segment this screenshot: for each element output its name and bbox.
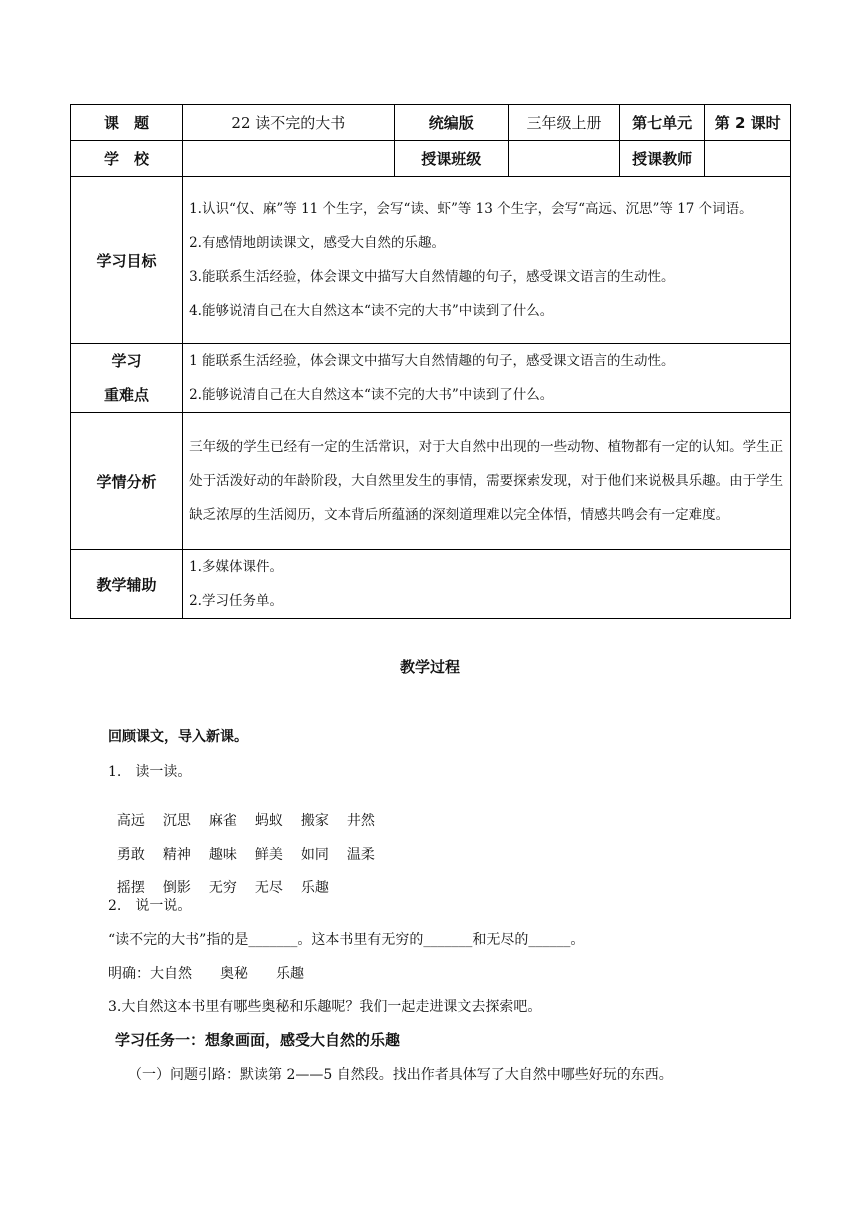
task1-step: （一）问题引路：默读第 2——5 自然段。找出作者具体写了大自然中哪些好玩的东西。 (128, 1067, 673, 1083)
process-title: 教学过程 (399, 658, 460, 676)
aid-item: 1.多媒体课件。 (189, 559, 283, 575)
class-value (508, 141, 619, 177)
goals-label: 学习目标 (71, 177, 183, 344)
word: 搬家 (300, 813, 329, 829)
analysis-label: 学情分析 (71, 413, 183, 550)
word: 鲜美 (254, 847, 283, 863)
word: 倒影 (162, 880, 191, 896)
aids-label: 教学辅助 (71, 550, 183, 619)
goals-cell (183, 177, 791, 344)
word: 麻雀 (208, 813, 237, 829)
keypoint-item: 2.能够说清自己在大自然这本“读不完的大书”中读到了什么。 (189, 387, 554, 403)
word: 沉思 (162, 813, 191, 829)
edition: 统编版 (394, 105, 508, 141)
word: 摇摆 (116, 880, 145, 896)
analysis-cell (183, 413, 791, 550)
word: 无尽 (254, 880, 283, 896)
goal-item: 1.认识“仅、麻”等 11 个生字，会写“读、虾”等 13 个生字，会写“高远、沉思”等 17 个词语。 (189, 201, 753, 217)
table-row (71, 550, 791, 619)
word-row-3 (108, 861, 347, 897)
step-1: 1. 读一读。 (108, 764, 192, 780)
step-2: 2. 说一说。 (108, 898, 192, 914)
table-row (71, 105, 791, 141)
table-row (71, 344, 791, 413)
review-heading: 回顾课文，导入新课。 (108, 729, 248, 745)
word: 高远 (116, 813, 145, 829)
word: 勇敢 (116, 847, 145, 863)
class-label: 授课班级 (394, 141, 508, 177)
keypoints-cell (183, 344, 791, 413)
lesson-title: 22 读不完的大书 (183, 105, 394, 141)
word-row-1 (108, 794, 393, 830)
keypoints-label-line1: 学习 (111, 352, 142, 370)
lesson-info-table (70, 104, 791, 619)
table-row (71, 177, 791, 344)
aid-item: 2.学习任务单。 (189, 593, 283, 609)
goal-item: 4.能够说清自己在大自然这本“读不完的大书”中读到了什么。 (189, 303, 554, 319)
period: 第 2 课时 (705, 105, 791, 141)
lesson-label: 课 题 (71, 105, 183, 141)
grade: 三年级上册 (508, 105, 619, 141)
keypoints-label-line2: 重难点 (104, 386, 150, 404)
table-row (71, 141, 791, 177)
word: 井然 (346, 813, 375, 829)
word: 乐趣 (300, 880, 329, 896)
word-row-2 (108, 828, 393, 864)
goal-item: 2.有感情地朗读课文，感受大自然的乐趣。 (189, 235, 445, 251)
word: 蚂蚁 (254, 813, 283, 829)
teacher-label: 授课教师 (619, 141, 705, 177)
keypoint-item: 1 能联系生活经验，体会课文中描写大自然情趣的句子，感受课文语言的生动性。 (189, 353, 675, 369)
word: 精神 (162, 847, 191, 863)
word: 温柔 (346, 847, 375, 863)
unit: 第七单元 (619, 105, 705, 141)
school-value (183, 141, 394, 177)
answer: 明确：大自然 奥秘 乐趣 (108, 966, 304, 982)
keypoints-label (71, 344, 183, 413)
school-label: 学 校 (71, 141, 183, 177)
teacher-value (705, 141, 791, 177)
aids-cell (183, 550, 791, 619)
fill-sentence: “读不完的大书”指的是_______。这本书里有无穷的_______和无尽的______。 (108, 932, 585, 948)
word: 趣味 (208, 847, 237, 863)
table-row (71, 413, 791, 550)
word: 无穷 (208, 880, 237, 896)
goal-item: 3.能联系生活经验，体会课文中描写大自然情趣的句子，感受课文语言的生动性。 (189, 269, 675, 285)
word: 如同 (300, 847, 329, 863)
step-3: 3.大自然这本书里有哪些奥秘和乐趣呢？我们一起走进课文去探索吧。 (108, 999, 542, 1015)
task1-heading: 学习任务一：想象画面，感受大自然的乐趣 (115, 1031, 401, 1049)
analysis-text: 三年级的学生已经有一定的生活常识，对于大自然中出现的一些动物、植物都有一定的认知。学生正处于活泼好动的年龄阶段，大自然里发生的事情，需要探索发现，对于他们来说极具乐趣。由于学生缺乏浓厚的生活阅历，文本背后所蕴涵的深刻道理难以完全体悟，情感共鸣会有一定难度。 (189, 439, 784, 523)
